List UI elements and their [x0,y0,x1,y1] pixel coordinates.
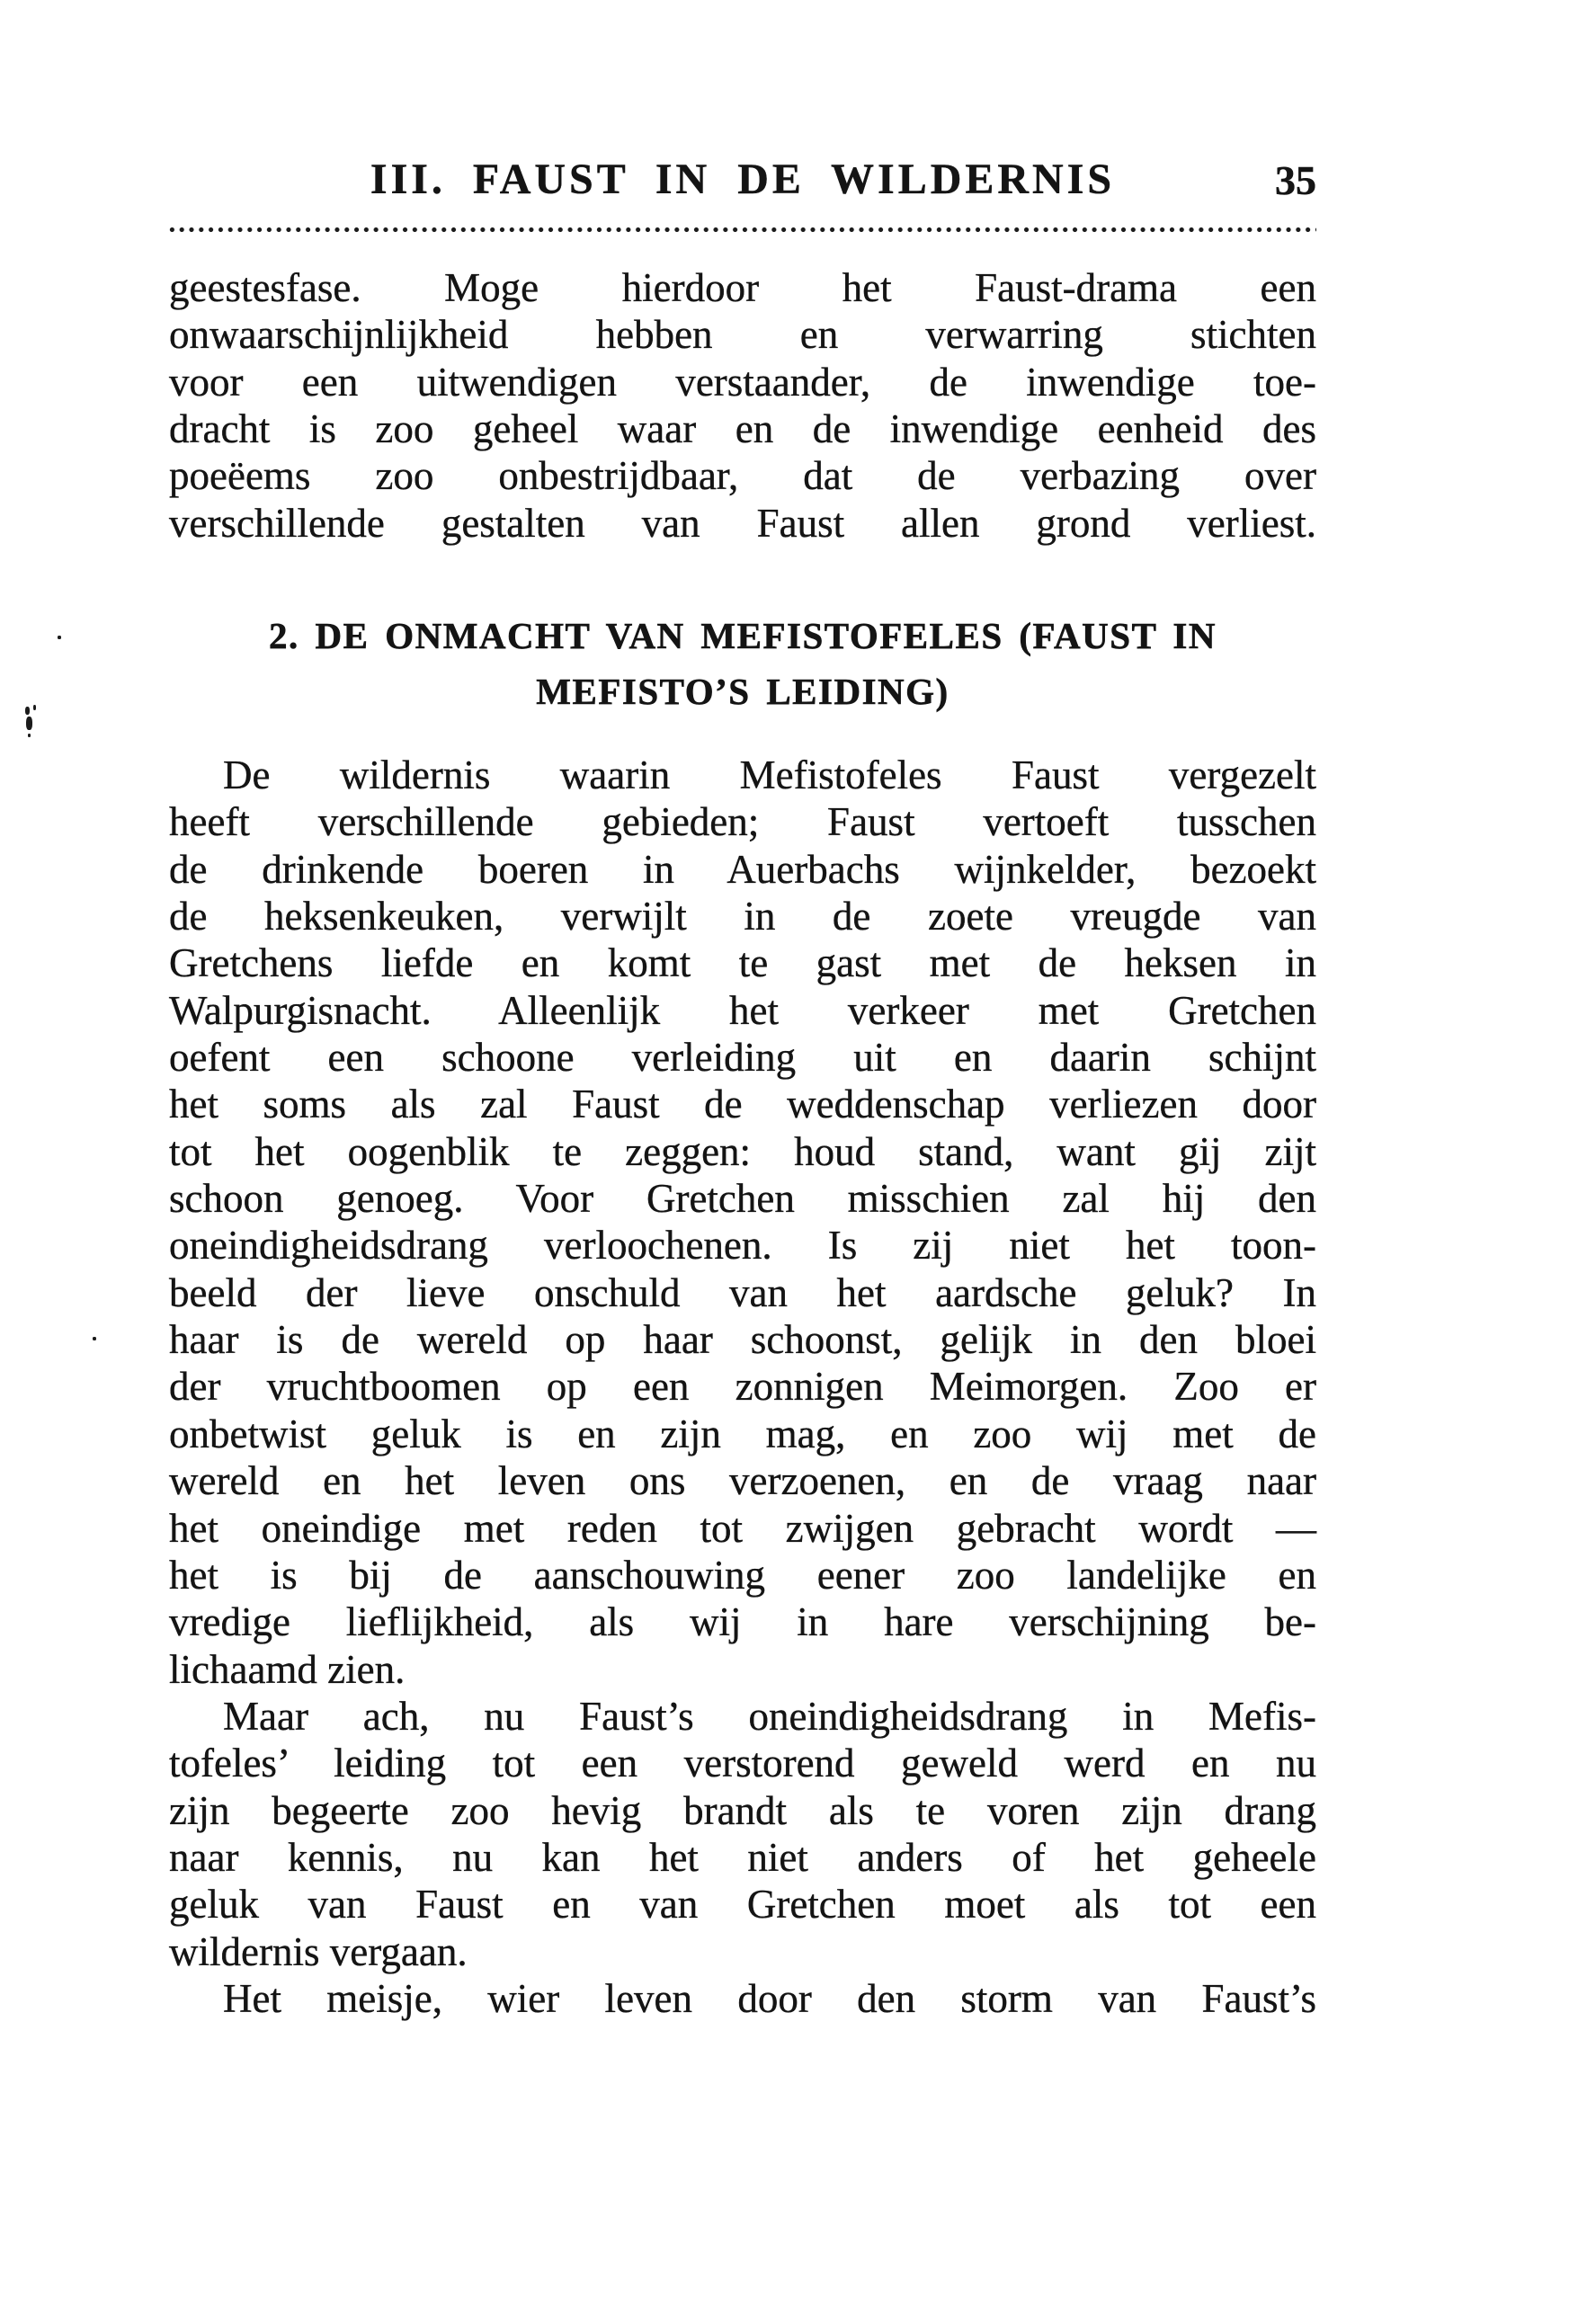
text-line: de drinkende boeren in Auerbachs wijnkelder, bezoekt [169,846,1316,892]
page-number: 35 [1275,157,1316,203]
scan-artifact [26,717,32,730]
text-line: schoon genoeg. Voor Gretchen misschien zal hij den [169,1176,1316,1222]
text-line: der vruchtboomen op een zonnigen Meimorgen. Zoo er [169,1364,1316,1410]
text-line: beeld der lieve onschuld van het aardsche geluk? In [169,1269,1316,1315]
intro-paragraph [169,264,1316,547]
text-line: Walpurgisnacht. Alleenlijk het verkeer met Gretchen [169,987,1316,1033]
text-line: poeëems zoo onbestrijdbaar, dat de verbazing over [169,453,1316,499]
section-heading [169,608,1316,719]
text-line: geestesfase. Moge hierdoor het Faust-drama een [169,265,1316,310]
text-line: het oneindige met reden tot zwijgen gebracht wordt — [169,1505,1316,1551]
text-line: oefent een schoone verleiding uit en daarin schijnt [169,1035,1316,1081]
text-line: tofeles’ leiding tot een verstorend geweld werd en nu [169,1741,1316,1786]
scan-artifact [33,705,36,710]
page-header [169,155,1316,209]
text-line: onwaarschijnlijkheid hebben en verwarring stichten [169,312,1316,358]
text-line: verschillende gestalten van Faust allen grond verliest. [169,500,1316,546]
text-line: De wildernis waarin Mefistofeles Faust vergezelt [223,752,1316,797]
text-line: Het meisje, wier leven door den storm van Faust’s [223,1975,1316,2021]
text-line: Gretchens liefde en komt te gast met de heksen in [169,940,1316,986]
chapter-title: III. FAUST IN DE WILDERNIS [370,156,1116,203]
text-line: oneindigheidsdrang verloochenen. Is zij niet het toon- [169,1223,1316,1269]
text-line: tot het oogenblik te zeggen: houd stand, want gij zijt [169,1128,1316,1174]
scan-artifact [25,707,30,715]
text-line: wereld en het leven ons verzoenen, en de vraag naar [169,1458,1316,1504]
text-line: vredige lieflijkheid, als wij in hare verschijning be- [169,1599,1316,1645]
text-line: haar is de wereld op haar schoonst, gelijk in den bloei [169,1317,1316,1363]
scan-artifact [58,636,61,639]
scan-artifact [28,734,31,737]
text-line: voor een uitwendigen verstaander, de inwendige toe- [169,359,1316,405]
section-heading-line1: 2. DE ONMACHT VAN MEFISTOFELES (FAUST IN [269,615,1217,656]
text-line: naar kennis, nu kan het niet anders of het geheele [169,1834,1316,1880]
scan-artifact [93,1337,96,1340]
text-line: wildernis vergaan. [169,1928,468,1974]
text-line: het soms als zal Faust de weddenschap verliezen door [169,1082,1316,1127]
text-line: onbetwist geluk is en zijn mag, en zoo wij met de [169,1411,1316,1456]
text-line: zijn begeerte zoo hevig brandt als te voren zijn drang [169,1787,1316,1833]
dotted-divider [167,227,1316,233]
text-line: de heksenkeuken, verwijlt in de zoete vreugde van [169,894,1316,939]
text-line: lichaamd zien. [169,1646,406,1692]
text-line: geluk van Faust en van Gretchen moet als tot een [169,1882,1316,1928]
body-text [169,752,1316,2022]
text-line: Maar ach, nu Faust’s oneindigheidsdrang in Mefis- [223,1693,1316,1739]
section-heading-line2: MEFISTO’S LEIDING) [536,671,949,712]
text-line: dracht is zoo geheel waar en de inwendige eenheid des [169,406,1316,452]
text-line: heeft verschillende gebieden; Faust vertoeft tusschen [169,799,1316,845]
text-line: het is bij de aanschouwing eener zoo landelijke en [169,1552,1316,1598]
